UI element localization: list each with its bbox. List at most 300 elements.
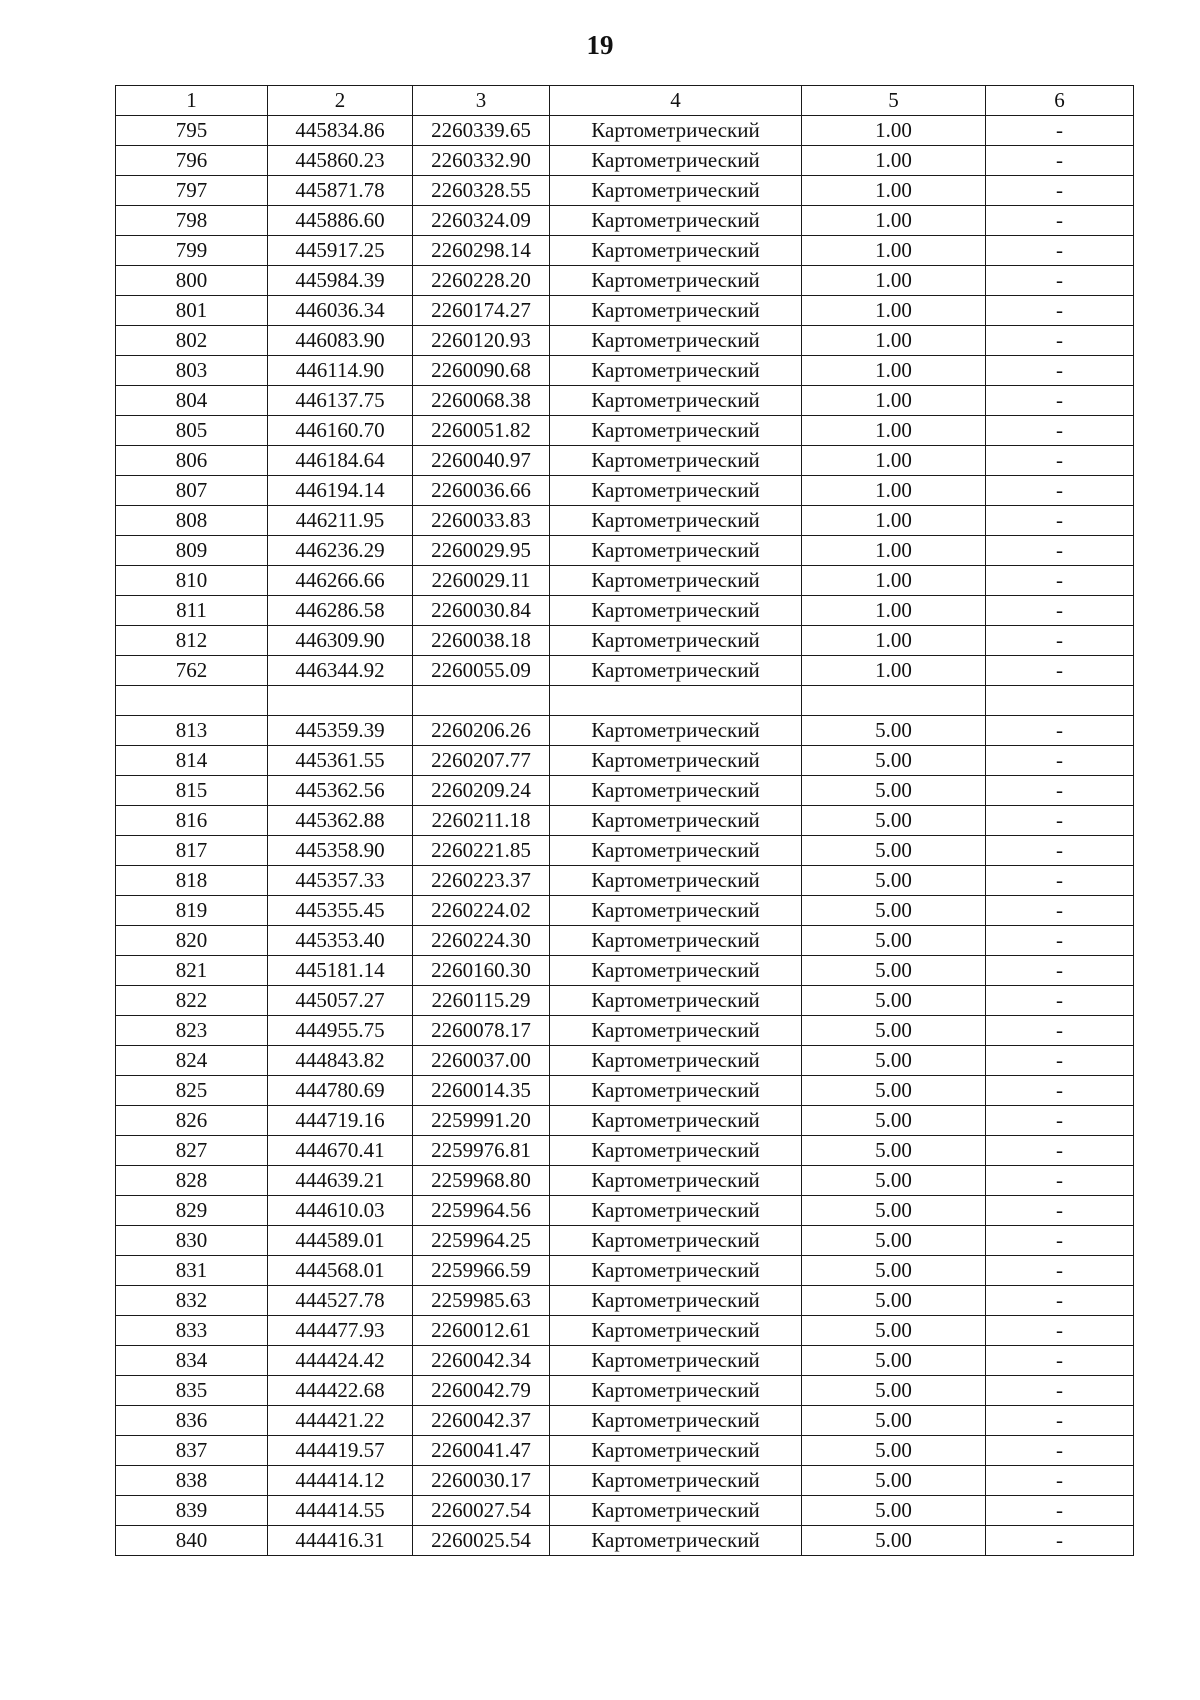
accuracy-cell: 5.00: [802, 776, 986, 806]
table-header: [116, 86, 1134, 116]
y-coordinate-cell: 2260328.55: [413, 176, 550, 206]
description-cell: -: [986, 116, 1134, 146]
method-cell: Картометрический: [550, 1166, 802, 1196]
method-cell: Картометрический: [550, 1256, 802, 1286]
x-coordinate-cell: [268, 686, 413, 716]
description-cell: -: [986, 416, 1134, 446]
point-number-cell: 833: [116, 1316, 268, 1346]
accuracy-cell: 5.00: [802, 926, 986, 956]
point-number-cell: 811: [116, 596, 268, 626]
x-coordinate-cell: 445353.40: [268, 926, 413, 956]
accuracy-cell: 5.00: [802, 1166, 986, 1196]
y-coordinate-cell: 2260206.26: [413, 716, 550, 746]
x-coordinate-cell: 446036.34: [268, 296, 413, 326]
accuracy-cell: 1.00: [802, 626, 986, 656]
accuracy-cell: 1.00: [802, 356, 986, 386]
point-number-cell: 812: [116, 626, 268, 656]
table-row: [116, 146, 1134, 176]
accuracy-cell: 5.00: [802, 1376, 986, 1406]
column-header: 2: [268, 86, 413, 116]
y-coordinate-cell: 2260051.82: [413, 416, 550, 446]
point-number-cell: 827: [116, 1136, 268, 1166]
y-coordinate-cell: 2260027.54: [413, 1496, 550, 1526]
description-cell: -: [986, 1226, 1134, 1256]
table-row: [116, 866, 1134, 896]
y-coordinate-cell: 2260042.34: [413, 1346, 550, 1376]
table-row: [116, 1226, 1134, 1256]
method-cell: Картометрический: [550, 1016, 802, 1046]
y-coordinate-cell: 2260339.65: [413, 116, 550, 146]
description-cell: -: [986, 1256, 1134, 1286]
x-coordinate-cell: 445361.55: [268, 746, 413, 776]
method-cell: Картометрический: [550, 1406, 802, 1436]
x-coordinate-cell: 444670.41: [268, 1136, 413, 1166]
y-coordinate-cell: 2259991.20: [413, 1106, 550, 1136]
method-cell: Картометрический: [550, 1376, 802, 1406]
point-number-cell: 762: [116, 656, 268, 686]
description-cell: -: [986, 1346, 1134, 1376]
point-number-cell: 828: [116, 1166, 268, 1196]
x-coordinate-cell: 446266.66: [268, 566, 413, 596]
table-row: [116, 1196, 1134, 1226]
y-coordinate-cell: 2260209.24: [413, 776, 550, 806]
description-cell: -: [986, 236, 1134, 266]
description-cell: -: [986, 716, 1134, 746]
y-coordinate-cell: 2260078.17: [413, 1016, 550, 1046]
y-coordinate-cell: 2259964.25: [413, 1226, 550, 1256]
y-coordinate-cell: 2260025.54: [413, 1526, 550, 1556]
method-cell: Картометрический: [550, 1526, 802, 1556]
y-coordinate-cell: [413, 686, 550, 716]
point-number-cell: 830: [116, 1226, 268, 1256]
point-number-cell: 813: [116, 716, 268, 746]
table-row: [116, 1286, 1134, 1316]
x-coordinate-cell: 444610.03: [268, 1196, 413, 1226]
x-coordinate-cell: 445860.23: [268, 146, 413, 176]
point-number-cell: 822: [116, 986, 268, 1016]
description-cell: -: [986, 776, 1134, 806]
y-coordinate-cell: 2260324.09: [413, 206, 550, 236]
table-row: [116, 296, 1134, 326]
y-coordinate-cell: 2260037.00: [413, 1046, 550, 1076]
y-coordinate-cell: 2260120.93: [413, 326, 550, 356]
y-coordinate-cell: 2259968.80: [413, 1166, 550, 1196]
accuracy-cell: 1.00: [802, 536, 986, 566]
accuracy-cell: 1.00: [802, 146, 986, 176]
method-cell: Картометрический: [550, 476, 802, 506]
x-coordinate-cell: 445057.27: [268, 986, 413, 1016]
table-row: [116, 356, 1134, 386]
coordinates-table: [115, 85, 1134, 1556]
table-row: [116, 1316, 1134, 1346]
method-cell: [550, 686, 802, 716]
x-coordinate-cell: 444422.68: [268, 1376, 413, 1406]
x-coordinate-cell: 444780.69: [268, 1076, 413, 1106]
description-cell: -: [986, 176, 1134, 206]
description-cell: -: [986, 296, 1134, 326]
accuracy-cell: 1.00: [802, 266, 986, 296]
column-header: 3: [413, 86, 550, 116]
method-cell: Картометрический: [550, 716, 802, 746]
description-cell: -: [986, 956, 1134, 986]
method-cell: Картометрический: [550, 356, 802, 386]
accuracy-cell: 5.00: [802, 1046, 986, 1076]
method-cell: Картометрический: [550, 866, 802, 896]
table-row: [116, 1076, 1134, 1106]
point-number-cell: 814: [116, 746, 268, 776]
x-coordinate-cell: 446344.92: [268, 656, 413, 686]
method-cell: Картометрический: [550, 656, 802, 686]
table-row: [116, 206, 1134, 236]
x-coordinate-cell: 445917.25: [268, 236, 413, 266]
method-cell: Картометрический: [550, 1226, 802, 1256]
method-cell: Картометрический: [550, 416, 802, 446]
description-cell: -: [986, 1136, 1134, 1166]
x-coordinate-cell: 445362.88: [268, 806, 413, 836]
point-number-cell: 837: [116, 1436, 268, 1466]
y-coordinate-cell: 2260038.18: [413, 626, 550, 656]
accuracy-cell: 1.00: [802, 566, 986, 596]
y-coordinate-cell: 2260029.11: [413, 566, 550, 596]
point-number-cell: 836: [116, 1406, 268, 1436]
table-row: [116, 596, 1134, 626]
table-row: [116, 1346, 1134, 1376]
description-cell: -: [986, 146, 1134, 176]
accuracy-cell: [802, 686, 986, 716]
accuracy-cell: 5.00: [802, 1226, 986, 1256]
table-row: [116, 416, 1134, 446]
x-coordinate-cell: 444639.21: [268, 1166, 413, 1196]
x-coordinate-cell: 444843.82: [268, 1046, 413, 1076]
y-coordinate-cell: 2260211.18: [413, 806, 550, 836]
y-coordinate-cell: 2260223.37: [413, 866, 550, 896]
table-row: [116, 506, 1134, 536]
table-row: [116, 1466, 1134, 1496]
x-coordinate-cell: 444421.22: [268, 1406, 413, 1436]
x-coordinate-cell: 445886.60: [268, 206, 413, 236]
table-row: [116, 776, 1134, 806]
x-coordinate-cell: 446236.29: [268, 536, 413, 566]
accuracy-cell: 5.00: [802, 1196, 986, 1226]
description-cell: -: [986, 1466, 1134, 1496]
description-cell: -: [986, 746, 1134, 776]
table-row: [116, 476, 1134, 506]
point-number-cell: 804: [116, 386, 268, 416]
table-row: [116, 1106, 1134, 1136]
accuracy-cell: 1.00: [802, 416, 986, 446]
point-number-cell: 831: [116, 1256, 268, 1286]
accuracy-cell: 5.00: [802, 806, 986, 836]
description-cell: -: [986, 1196, 1134, 1226]
description-cell: -: [986, 386, 1134, 416]
x-coordinate-cell: 445358.90: [268, 836, 413, 866]
table-row: [116, 566, 1134, 596]
accuracy-cell: 1.00: [802, 116, 986, 146]
table-row: [116, 386, 1134, 416]
point-number-cell: [116, 686, 268, 716]
x-coordinate-cell: 445357.33: [268, 866, 413, 896]
method-cell: Картометрический: [550, 776, 802, 806]
y-coordinate-cell: 2260041.47: [413, 1436, 550, 1466]
table-row: [116, 266, 1134, 296]
point-number-cell: 802: [116, 326, 268, 356]
y-coordinate-cell: 2260055.09: [413, 656, 550, 686]
table-row: [116, 656, 1134, 686]
point-number-cell: 835: [116, 1376, 268, 1406]
x-coordinate-cell: 444527.78: [268, 1286, 413, 1316]
method-cell: Картометрический: [550, 626, 802, 656]
description-cell: -: [986, 1166, 1134, 1196]
table-row: [116, 1406, 1134, 1436]
accuracy-cell: 5.00: [802, 1436, 986, 1466]
x-coordinate-cell: 444424.42: [268, 1346, 413, 1376]
point-number-cell: 795: [116, 116, 268, 146]
description-cell: -: [986, 836, 1134, 866]
x-coordinate-cell: 444414.12: [268, 1466, 413, 1496]
page-number: 19: [586, 30, 614, 60]
accuracy-cell: 5.00: [802, 746, 986, 776]
x-coordinate-cell: 446184.64: [268, 446, 413, 476]
method-cell: Картометрический: [550, 986, 802, 1016]
method-cell: Картометрический: [550, 1316, 802, 1346]
x-coordinate-cell: 446114.90: [268, 356, 413, 386]
y-coordinate-cell: 2260224.30: [413, 926, 550, 956]
x-coordinate-cell: 445362.56: [268, 776, 413, 806]
method-cell: Картометрический: [550, 596, 802, 626]
table-row: [116, 116, 1134, 146]
description-cell: -: [986, 266, 1134, 296]
method-cell: Картометрический: [550, 956, 802, 986]
y-coordinate-cell: 2260012.61: [413, 1316, 550, 1346]
separator-row: [116, 686, 1134, 716]
description-cell: -: [986, 446, 1134, 476]
y-coordinate-cell: 2260160.30: [413, 956, 550, 986]
description-cell: -: [986, 866, 1134, 896]
x-coordinate-cell: 445984.39: [268, 266, 413, 296]
point-number-cell: 826: [116, 1106, 268, 1136]
x-coordinate-cell: 446286.58: [268, 596, 413, 626]
description-cell: -: [986, 596, 1134, 626]
y-coordinate-cell: 2260030.84: [413, 596, 550, 626]
description-cell: -: [986, 476, 1134, 506]
accuracy-cell: 1.00: [802, 326, 986, 356]
y-coordinate-cell: 2260221.85: [413, 836, 550, 866]
method-cell: Картометрический: [550, 1346, 802, 1376]
accuracy-cell: 1.00: [802, 296, 986, 326]
accuracy-cell: 5.00: [802, 1286, 986, 1316]
column-header: 5: [802, 86, 986, 116]
table-row: [116, 1526, 1134, 1556]
point-number-cell: 834: [116, 1346, 268, 1376]
description-cell: -: [986, 986, 1134, 1016]
method-cell: Картометрический: [550, 746, 802, 776]
column-header: 1: [116, 86, 268, 116]
method-cell: Картометрический: [550, 1436, 802, 1466]
method-cell: Картометрический: [550, 536, 802, 566]
description-cell: -: [986, 1496, 1134, 1526]
description-cell: -: [986, 356, 1134, 386]
table-row: [116, 896, 1134, 926]
point-number-cell: 815: [116, 776, 268, 806]
point-number-cell: 823: [116, 1016, 268, 1046]
accuracy-cell: 5.00: [802, 986, 986, 1016]
table-row: [116, 926, 1134, 956]
point-number-cell: 808: [116, 506, 268, 536]
description-cell: -: [986, 1016, 1134, 1046]
y-coordinate-cell: 2260228.20: [413, 266, 550, 296]
point-number-cell: 798: [116, 206, 268, 236]
accuracy-cell: 1.00: [802, 476, 986, 506]
y-coordinate-cell: 2260029.95: [413, 536, 550, 566]
method-cell: Картометрический: [550, 206, 802, 236]
description-cell: -: [986, 206, 1134, 236]
accuracy-cell: 5.00: [802, 1406, 986, 1436]
accuracy-cell: 5.00: [802, 1496, 986, 1526]
point-number-cell: 839: [116, 1496, 268, 1526]
table-row: [116, 986, 1134, 1016]
accuracy-cell: 5.00: [802, 896, 986, 926]
y-coordinate-cell: 2260224.02: [413, 896, 550, 926]
accuracy-cell: 5.00: [802, 1346, 986, 1376]
table-row: [116, 716, 1134, 746]
method-cell: Картометрический: [550, 1076, 802, 1106]
method-cell: Картометрический: [550, 806, 802, 836]
description-cell: -: [986, 566, 1134, 596]
accuracy-cell: 5.00: [802, 836, 986, 866]
point-number-cell: 817: [116, 836, 268, 866]
y-coordinate-cell: 2260115.29: [413, 986, 550, 1016]
accuracy-cell: 1.00: [802, 656, 986, 686]
method-cell: Картометрический: [550, 116, 802, 146]
y-coordinate-cell: 2259985.63: [413, 1286, 550, 1316]
column-header: 4: [550, 86, 802, 116]
description-cell: -: [986, 506, 1134, 536]
point-number-cell: 801: [116, 296, 268, 326]
method-cell: Картометрический: [550, 566, 802, 596]
table-row: [116, 1496, 1134, 1526]
accuracy-cell: 5.00: [802, 1316, 986, 1346]
table-row: [116, 1016, 1134, 1046]
method-cell: Картометрический: [550, 926, 802, 956]
y-coordinate-cell: 2260207.77: [413, 746, 550, 776]
point-number-cell: 821: [116, 956, 268, 986]
table-row: [116, 1436, 1134, 1466]
table-row: [116, 536, 1134, 566]
point-number-cell: 816: [116, 806, 268, 836]
description-cell: -: [986, 626, 1134, 656]
table-row: [116, 1046, 1134, 1076]
method-cell: Картометрический: [550, 1466, 802, 1496]
method-cell: Картометрический: [550, 446, 802, 476]
method-cell: Картометрический: [550, 176, 802, 206]
x-coordinate-cell: 445355.45: [268, 896, 413, 926]
point-number-cell: 818: [116, 866, 268, 896]
description-cell: -: [986, 1526, 1134, 1556]
accuracy-cell: 1.00: [802, 236, 986, 266]
method-cell: Картометрический: [550, 386, 802, 416]
point-number-cell: 799: [116, 236, 268, 266]
table-row: [116, 1256, 1134, 1286]
description-cell: -: [986, 1316, 1134, 1346]
table-row: [116, 626, 1134, 656]
description-cell: -: [986, 926, 1134, 956]
accuracy-cell: 5.00: [802, 1106, 986, 1136]
description-cell: -: [986, 806, 1134, 836]
method-cell: Картометрический: [550, 266, 802, 296]
point-number-cell: 800: [116, 266, 268, 296]
accuracy-cell: 1.00: [802, 386, 986, 416]
description-cell: -: [986, 1376, 1134, 1406]
x-coordinate-cell: 446137.75: [268, 386, 413, 416]
description-cell: -: [986, 536, 1134, 566]
y-coordinate-cell: 2260033.83: [413, 506, 550, 536]
accuracy-cell: 5.00: [802, 716, 986, 746]
method-cell: Картометрический: [550, 1136, 802, 1166]
point-number-cell: 803: [116, 356, 268, 386]
method-cell: Картометрический: [550, 1196, 802, 1226]
x-coordinate-cell: 444414.55: [268, 1496, 413, 1526]
method-cell: Картометрический: [550, 296, 802, 326]
table-row: [116, 806, 1134, 836]
point-number-cell: 805: [116, 416, 268, 446]
y-coordinate-cell: 2260036.66: [413, 476, 550, 506]
point-number-cell: 829: [116, 1196, 268, 1226]
accuracy-cell: 1.00: [802, 206, 986, 236]
point-number-cell: 806: [116, 446, 268, 476]
table-row: [116, 176, 1134, 206]
y-coordinate-cell: 2260014.35: [413, 1076, 550, 1106]
accuracy-cell: 5.00: [802, 1136, 986, 1166]
column-header: 6: [986, 86, 1134, 116]
x-coordinate-cell: 445359.39: [268, 716, 413, 746]
x-coordinate-cell: 444416.31: [268, 1526, 413, 1556]
description-cell: -: [986, 326, 1134, 356]
description-cell: -: [986, 656, 1134, 686]
point-number-cell: 820: [116, 926, 268, 956]
description-cell: -: [986, 1436, 1134, 1466]
method-cell: Картометрический: [550, 1496, 802, 1526]
method-cell: Картометрический: [550, 896, 802, 926]
table-row: [116, 1166, 1134, 1196]
x-coordinate-cell: 444955.75: [268, 1016, 413, 1046]
accuracy-cell: 1.00: [802, 506, 986, 536]
y-coordinate-cell: 2259976.81: [413, 1136, 550, 1166]
point-number-cell: 825: [116, 1076, 268, 1106]
point-number-cell: 832: [116, 1286, 268, 1316]
x-coordinate-cell: 444568.01: [268, 1256, 413, 1286]
x-coordinate-cell: 444589.01: [268, 1226, 413, 1256]
point-number-cell: 797: [116, 176, 268, 206]
x-coordinate-cell: 446083.90: [268, 326, 413, 356]
table-row: [116, 1136, 1134, 1166]
method-cell: Картометрический: [550, 836, 802, 866]
method-cell: Картометрический: [550, 506, 802, 536]
point-number-cell: 796: [116, 146, 268, 176]
method-cell: Картометрический: [550, 146, 802, 176]
y-coordinate-cell: 2260332.90: [413, 146, 550, 176]
description-cell: -: [986, 1106, 1134, 1136]
description-cell: [986, 686, 1134, 716]
y-coordinate-cell: 2260042.79: [413, 1376, 550, 1406]
x-coordinate-cell: 444477.93: [268, 1316, 413, 1346]
point-number-cell: 840: [116, 1526, 268, 1556]
point-number-cell: 819: [116, 896, 268, 926]
point-number-cell: 809: [116, 536, 268, 566]
y-coordinate-cell: 2260042.37: [413, 1406, 550, 1436]
point-number-cell: 807: [116, 476, 268, 506]
x-coordinate-cell: 446194.14: [268, 476, 413, 506]
method-cell: Картометрический: [550, 326, 802, 356]
